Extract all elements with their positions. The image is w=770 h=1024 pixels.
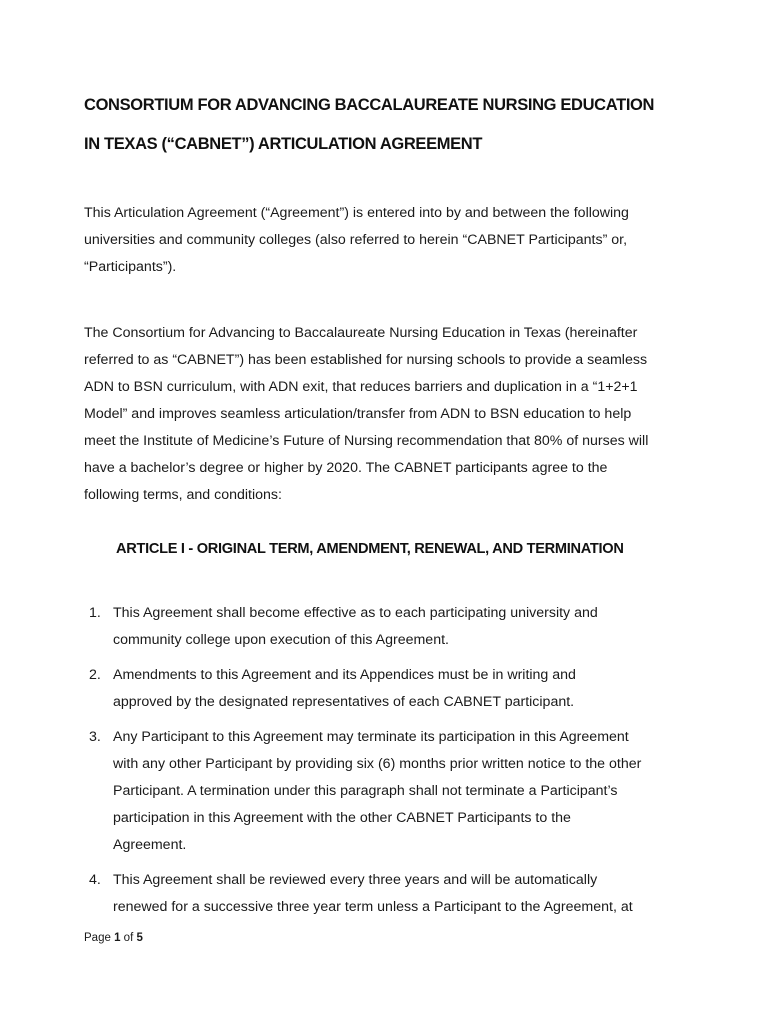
footer-page-word: Page — [84, 932, 111, 944]
intro-line-1: This Articulation Agreement (“Agreement”) is entered into by and between the following — [84, 205, 629, 221]
list-item-line: participation in this Agreement with the other CABNET Participants to the — [113, 810, 571, 826]
list-item-line: community college upon execution of this Agreement. — [113, 632, 449, 648]
list-item-line: This Agreement shall be reviewed every three years and will be automatically — [113, 872, 598, 888]
background-line-7: following terms, and conditions: — [84, 487, 282, 503]
list-item-number: 4. — [89, 872, 101, 888]
list-item-line: Amendments to this Agreement and its Appendices must be in writing and — [113, 667, 576, 683]
document-title-line-2: IN TEXAS (“CABNET”) ARTICULATION AGREEMENT — [84, 135, 483, 153]
list-item-line: This Agreement shall become effective as to each participating university and — [113, 605, 598, 621]
background-line-1: The Consortium for Advancing to Baccalaureate Nursing Education in Texas (hereinafter — [84, 325, 638, 341]
footer-page-total: 5 — [136, 932, 143, 944]
background-line-2: referred to as “CABNET”) has been established for nursing schools to provide a seamless — [84, 352, 648, 368]
list-item-line: with any other Participant by providing six (6) months prior written notice to the other — [113, 756, 642, 772]
background-line-4: Model” and improves seamless articulation/transfer from ADN to BSN education to help — [84, 406, 632, 422]
list-item-line: Any Participant to this Agreement may terminate its participation in this Agreement — [113, 729, 629, 745]
footer-page-number: 1 — [114, 932, 121, 944]
list-item-number: 2. — [89, 667, 101, 683]
list-item-number: 1. — [89, 605, 101, 621]
intro-line-2: universities and community colleges (also referred to herein “CABNET Participants” or, — [84, 232, 628, 248]
footer-of-word: of — [123, 932, 134, 944]
list-item-number: 3. — [89, 729, 101, 745]
background-line-6: have a bachelor’s degree or higher by 2020. The CABNET participants agree to the — [84, 460, 608, 476]
background-line-3: ADN to BSN curriculum, with ADN exit, that reduces barriers and duplication in a “1+2+1 — [84, 379, 638, 395]
list-item-line: renewed for a successive three year term unless a Participant to the Agreement, at — [113, 899, 633, 915]
page-footer — [84, 932, 143, 944]
intro-line-3: “Participants”). — [84, 259, 177, 275]
list-item-line: Agreement. — [113, 837, 187, 853]
list-item-line: approved by the designated representatives of each CABNET participant. — [113, 694, 575, 710]
background-line-5: meet the Institute of Medicine’s Future of Nursing recommendation that 80% of nurses will — [84, 433, 649, 449]
document-title-line-1: CONSORTIUM FOR ADVANCING BACCALAUREATE NURSING EDUCATION — [84, 96, 655, 114]
list-item-line: Participant. A termination under this paragraph shall not terminate a Participant’s — [113, 783, 618, 799]
article-heading: ARTICLE I - ORIGINAL TERM, AMENDMENT, RENEWAL, AND TERMINATION — [116, 541, 624, 557]
